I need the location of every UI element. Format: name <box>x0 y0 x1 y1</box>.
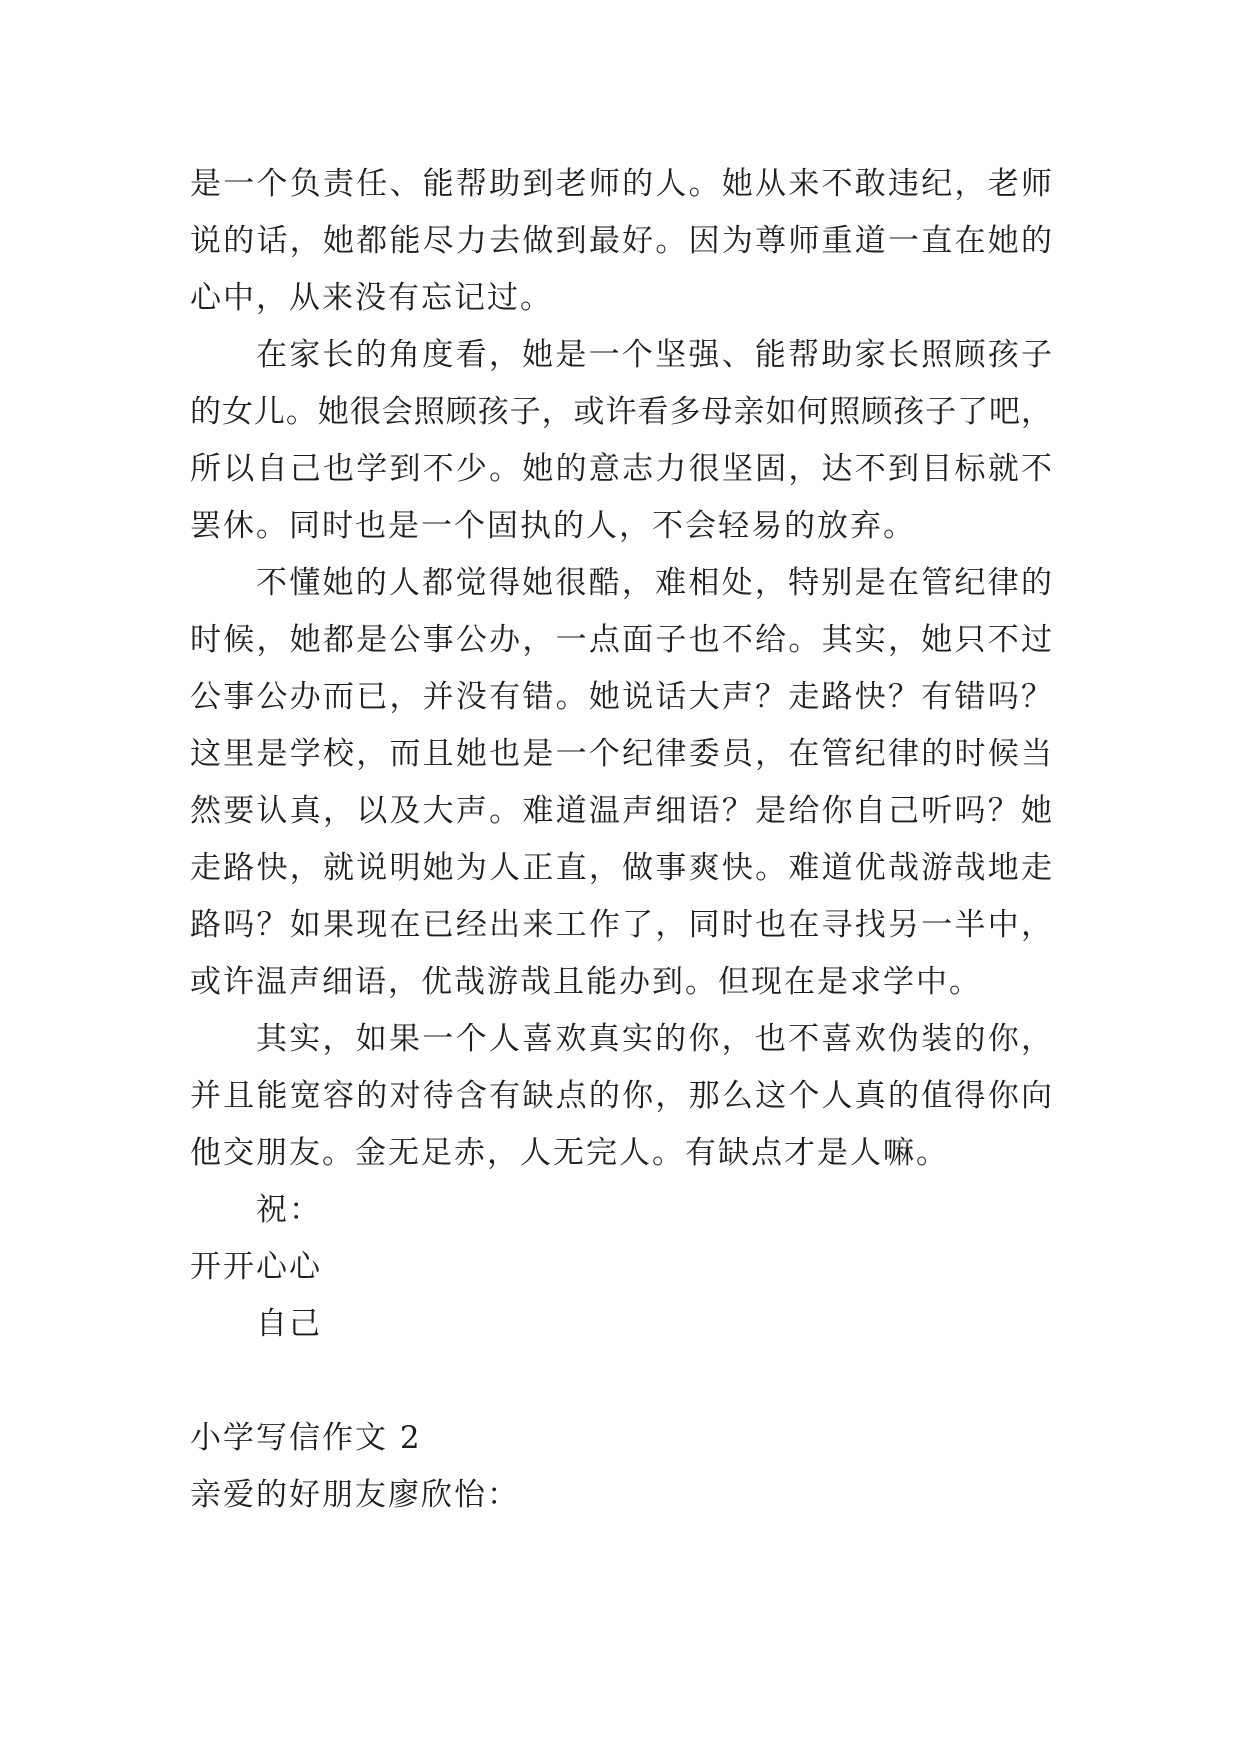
closing-salutation: 祝： <box>256 1192 322 1228</box>
paragraph-line: 这里是学校，而且她也是一个纪律委员，在管纪律的时候当 <box>190 736 1052 772</box>
paragraph-line: 时候，她都是公事公办，一点面子也不给。其实，她只不过 <box>190 622 1052 658</box>
paragraph-line: 其实，如果一个人喜欢真实的你，也不喜欢伪装的你， <box>256 1021 1052 1057</box>
paragraph-line: 走路快，就说明她为人正直，做事爽快。难道优哉游哉地走 <box>190 850 1052 886</box>
closing-wish: 开开心心 <box>190 1249 322 1285</box>
paragraph-line: 并且能宽容的对待含有缺点的你，那么这个人真的值得你向 <box>190 1078 1052 1114</box>
paragraph-line: 然要认真，以及大声。难道温声细语？是给你自己听吗？她 <box>190 793 1052 829</box>
signature: 自己 <box>256 1306 322 1342</box>
paragraph-line: 路吗？如果现在已经出来工作了，同时也在寻找另一半中， <box>190 907 1052 943</box>
blank-line <box>190 1353 1052 1410</box>
paragraph-3 <box>190 555 1052 1011</box>
paragraph-line: 或许温声细语，优哉游哉且能办到。但现在是求学中。 <box>190 964 982 1000</box>
paragraph-line: 是一个负责任、能帮助到老师的人。她从来不敢违纪，老师 <box>190 166 1052 202</box>
paragraph-line: 罢休。同时也是一个固执的人，不会轻易的放弃。 <box>190 508 916 544</box>
paragraph-line: 他交朋友。金无足赤，人无完人。有缺点才是人嘛。 <box>190 1135 949 1171</box>
paragraph-line: 的女儿。她很会照顾孩子，或许看多母亲如何照顾孩子了吧， <box>190 394 1052 430</box>
paragraph-1 <box>190 156 1052 327</box>
paragraph-2 <box>190 327 1052 555</box>
paragraph-line: 不懂她的人都觉得她很酷，难相处，特别是在管纪律的 <box>256 565 1052 601</box>
letter-greeting: 亲爱的好朋友廖欣怡： <box>190 1477 520 1513</box>
paragraph-line: 说的话，她都能尽力去做到最好。因为尊师重道一直在她的 <box>190 223 1052 259</box>
paragraph-line: 心中，从来没有忘记过。 <box>190 280 553 316</box>
letter-body <box>190 156 1052 1524</box>
paragraph-4 <box>190 1011 1052 1182</box>
paragraph-line: 公事公办而已，并没有错。她说话大声？走路快？有错吗？ <box>190 679 1052 715</box>
section-title: 小学写信作文 2 <box>190 1420 422 1456</box>
paragraph-line: 在家长的角度看，她是一个坚强、能帮助家长照顾孩子 <box>256 337 1052 373</box>
paragraph-line: 所以自己也学到不少。她的意志力很坚固，达不到目标就不 <box>190 451 1052 487</box>
